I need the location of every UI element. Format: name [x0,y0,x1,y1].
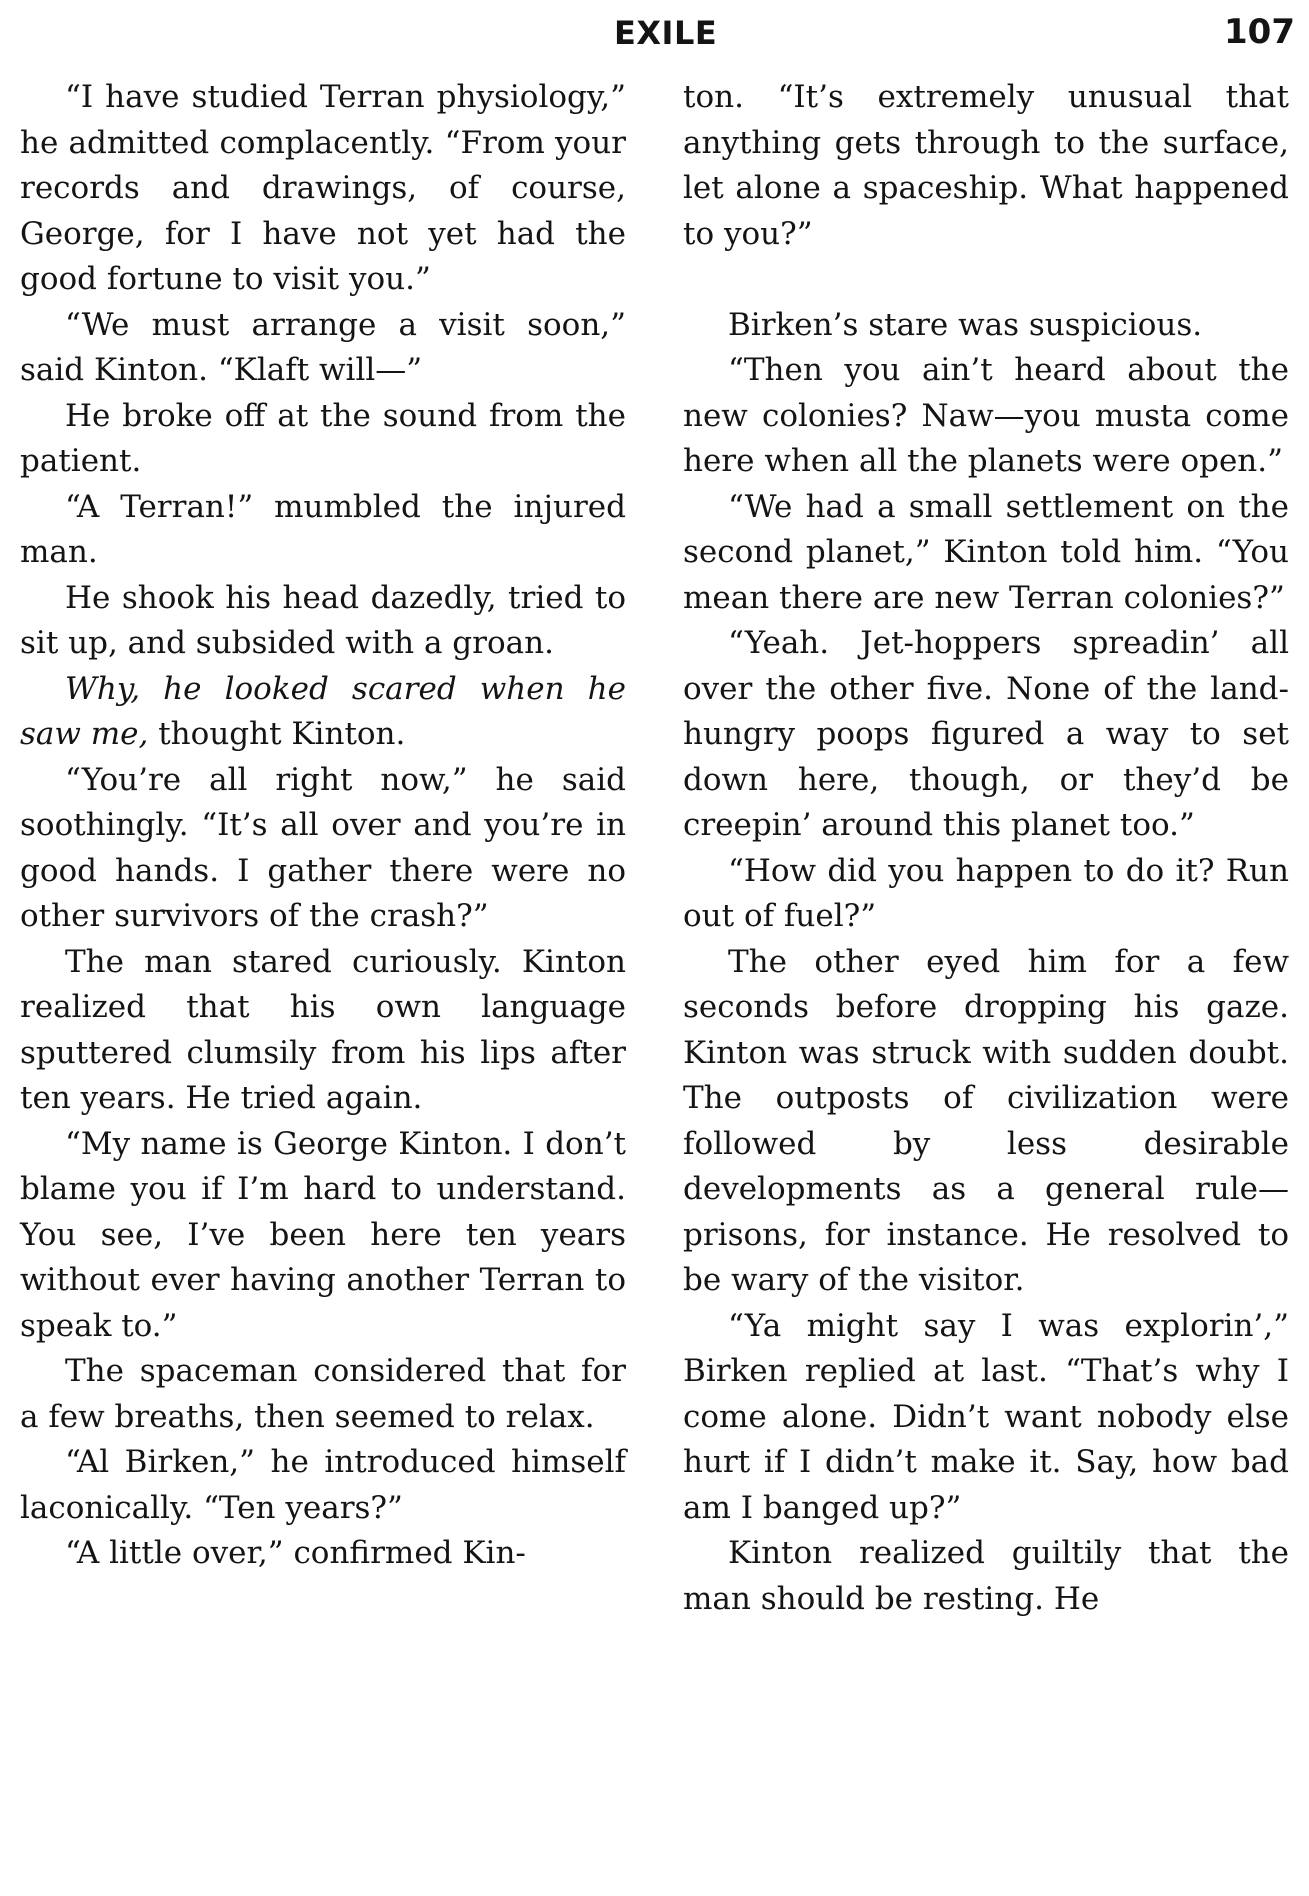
paragraph: “My name is George Kinton. I don’t blame you if I’m hard to understand. You see, I’ve been here ten years without ever having another Terran to speak to.” [20,1125,626,1344]
paragraph: “We had a small settlement on the second planet,” Kinton told him. “You mean there are new Terran colonies?” [683,488,1289,616]
paragraph: “We must arrange a visit soon,” said Kinton. “Klaft will—” [20,306,626,388]
paragraph: He shook his head dazedly, tried to sit up, and subsided with a groan. [20,579,626,661]
running-title: EXILE [614,14,718,52]
paragraph: The man stared curiously. Kinton realized that his own language sputtered clumsily from his lips after ten years. He tried again. [20,943,626,1116]
paragraph [20,667,626,758]
paragraph: The other eyed him for a few seconds before dropping his gaze. Kinton was struck with sudden doubt. The outposts of civilization were followed by less desirable developments as a general rule—prisons, for instance. He resolved to be wary of the visitor. [683,943,1289,1298]
paragraph: He broke off at the sound from the patient. [20,397,626,479]
page-number: 107 [1224,12,1295,52]
paragraph: “A little over,” confirmed Kin- [65,1535,526,1571]
running-header [0,12,1309,62]
paragraph: Kinton realized guiltily that the man should be resting. He [683,1535,1289,1617]
paragraph: “How did you happen to do it? Run out of fuel?” [683,852,1289,934]
paragraph: “Al Birken,” he introduced himself laconically. “Ten years?” [20,1444,626,1526]
paragraph: “I have studied Terran physiology,” he admitted complacently. “From your records and drawings, of course, George, for I have not yet had the good fortune to visit you.” [20,79,626,297]
paragraph: “Ya might say I was explorin’,” Birken replied at last. “That’s why I come alone. Didn’t want nobody else hurt if I didn’t make it. Say, how bad am I banged up?” [683,1307,1289,1526]
right-column [683,75,1289,1622]
left-column [20,75,626,1577]
paragraph: Birken’s stare was suspicious. [728,306,1203,343]
paragraph: “You’re all right now,” he said soothingly. “It’s all over and you’re in good hands. I gather there were no other survivors of the crash?” [20,761,626,934]
paragraph-text: thought Kinton. [148,716,406,752]
italic-thought: Why, he looked scared when he saw me, [20,670,626,752]
paragraph: “Yeah. Jet-hoppers spreadin’ all over the other five. None of the land-hungry poops figured a way to set down here, though, or they’d be creepin’ around this planet too.” [683,625,1289,843]
paragraph: “A Terran!” mumbled the injured man. [20,488,626,570]
paragraph: The spaceman considered that for a few breaths, then seemed to relax. [20,1353,626,1435]
paragraph: “Then you ain’t heard about the new colonies? Naw—you musta come here when all the planets were open.” [683,352,1289,479]
paragraph-continued: ton. “It’s extremely unusual that anything gets through to the surface, let alone a spaceship. What happened to you?” [683,79,1289,252]
